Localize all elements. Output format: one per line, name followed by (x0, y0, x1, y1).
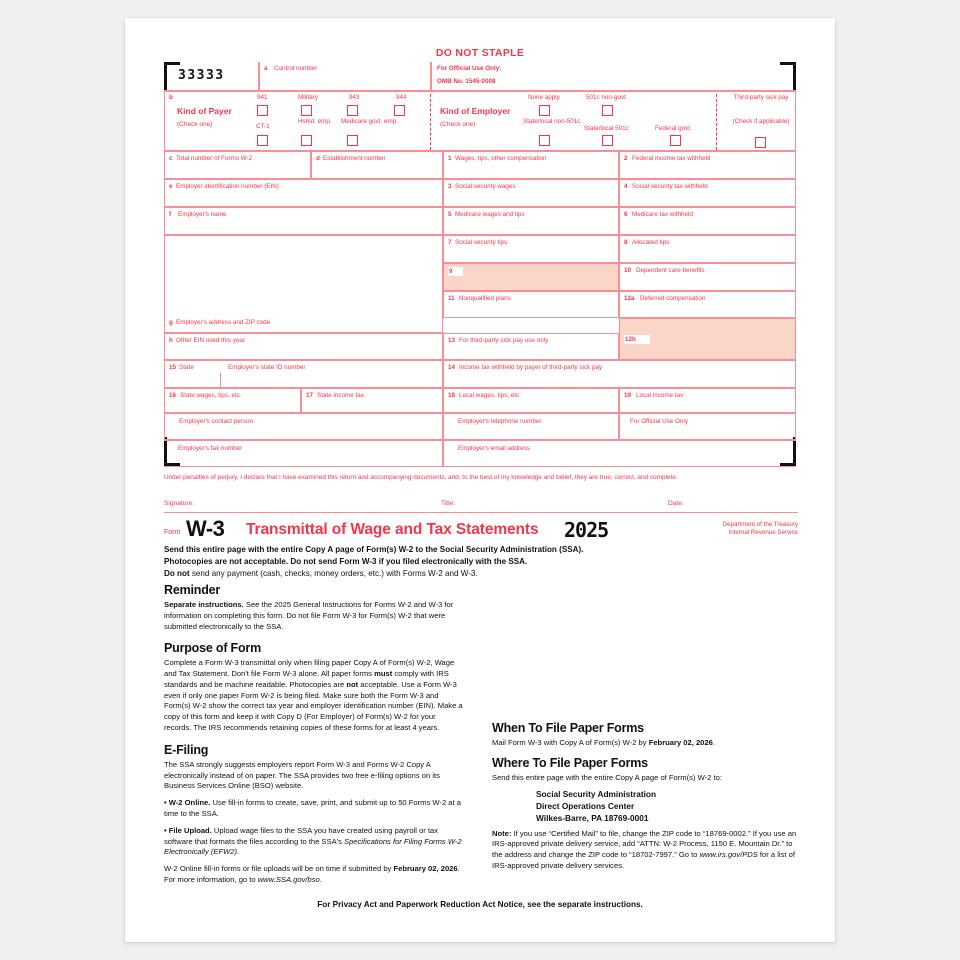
box-9-shaded (443, 263, 619, 291)
payer-employer-divider (430, 94, 431, 150)
box-h-number: h (169, 337, 173, 344)
box-12a-label: Deferred compensation (640, 295, 706, 302)
box-5-label: Medicare wages and tips (455, 211, 525, 218)
box-e-number: e (169, 183, 173, 190)
box-f-employer-name[interactable] (164, 207, 443, 235)
when-to-file-end: . (712, 738, 715, 747)
where-to-file-intro: Send this entire page with the entire Copy A page of Form(s) W-2 to: (492, 772, 722, 782)
box-15-label: State (179, 364, 194, 371)
kind-of-employer-title: Kind of Employer (440, 106, 511, 116)
box-e-label: Employer identification number (EIN) (176, 183, 279, 190)
box-f-label: Employer's name (178, 211, 227, 218)
box-19-label: Local income tax (636, 392, 684, 399)
payer-label-medicare-govt-emp: Medicare govt. emp. (341, 118, 399, 125)
tax-year: 2025 (564, 518, 609, 542)
note-bold-label: Note: (492, 828, 512, 838)
box-6-medicare-tax[interactable] (619, 207, 796, 235)
box-19-number: 19 (624, 392, 632, 399)
employer-checkbox-state-local-non-501c[interactable] (539, 135, 550, 146)
efiling-bullet1 (164, 798, 464, 820)
box-9-number: 9 (448, 267, 463, 276)
box-1-label: Wages, tips, other compensation (455, 155, 547, 162)
efiling-p2b: . For more information, go to (164, 864, 460, 884)
third-party-sick-pay-checkbox[interactable] (755, 137, 766, 148)
third-party-sick-pay-title: Third-party sick pay (733, 94, 789, 101)
box-7-number: 7 (448, 239, 452, 246)
when-to-file-text: Mail Form W-3 with Copy A of Form(s) W-2 by (492, 738, 649, 747)
right-instruction-column (492, 721, 798, 878)
for-official-use-only-box (619, 413, 796, 440)
employer-checkbox-state-local-501c[interactable] (602, 135, 613, 146)
when-to-file-body (492, 738, 798, 749)
box-11-label: Nonqualified plans (459, 295, 511, 302)
box-13-label: For third-party sick pay use only (459, 337, 549, 344)
employer-label-501c-non-govt: 501c non-govt. (586, 94, 628, 101)
box-d-label: Establishment number (323, 155, 386, 162)
privacy-act-notice: For Privacy Act and Paperwork Reduction Act Notice, see the separate instructions. (317, 900, 643, 909)
box-10-dependent-care[interactable] (619, 263, 796, 291)
purpose-p1c: comply with IRS standards and be machine readable. Photocopies are (164, 669, 449, 689)
box-16-state-wages[interactable] (164, 388, 301, 413)
payer-label-943: 943 (349, 94, 360, 101)
kind-of-payer-subtitle: (Check one) (177, 121, 213, 128)
box-11-number: 11 (448, 295, 455, 302)
box-18-number: 18 (448, 392, 456, 399)
box-3-social-security-wages[interactable] (443, 179, 619, 207)
box-3-label: Social security wages (455, 183, 516, 190)
form-title-band (164, 518, 798, 544)
employer-fax-box[interactable] (164, 440, 443, 466)
box-h-label: Other EIN used this year (176, 337, 245, 344)
payer-checkbox-944[interactable] (394, 105, 405, 116)
box-1-wages-tips[interactable] (443, 151, 619, 179)
official-use-box (431, 62, 796, 91)
purpose-heading: Purpose of Form (164, 641, 262, 656)
purpose-p1e: acceptable. Use a Form W-3 even if only one paper Form W-2 is being filed. Make sure both the Form W-3 and Form(s) W-2 show the correct tax year and employer identification number (EIN). Make a copy of this form and keep it with Copy D (For Employer) of Form(s) W-2 for your records. The IRS recommends retaining copies of these forms for at least 4 years. (164, 679, 463, 733)
note-text: If you use “Certified Mail” to file, change the ZIP code to “18769-0002.” If you use an IRS-approved private delivery service, add “ATTN: W-2 Process, 1150 E. Mountain Dr.” to the address and change the ZIP code to “18702-7997.” Go to (492, 828, 797, 860)
where-to-file-heading: Where To File Paper Forms (492, 755, 648, 770)
form-number: W-3 (186, 516, 225, 541)
employer-thirdparty-divider (716, 94, 717, 150)
box-g-employer-address[interactable] (164, 318, 443, 333)
efiling-bullet2-bold: • File Upload. (164, 825, 212, 835)
efiling-bullet2 (164, 826, 464, 858)
employer-checkbox-501c-non-govt[interactable] (602, 105, 613, 116)
box-f-name-continuation[interactable] (164, 235, 443, 318)
irs-pds-url[interactable]: www.irs.gov/PDS (699, 850, 758, 860)
when-to-file-heading: When To File Paper Forms (492, 721, 644, 735)
box-c-label: Total number of Forms W-2 (176, 155, 253, 162)
payer-checkbox-941[interactable] (257, 105, 268, 116)
form-title: Transmittal of Wage and Tax Statements (246, 521, 539, 538)
address-line2: Direct Operations Center (536, 800, 635, 811)
employer-label-none-apply: None apply (528, 94, 560, 101)
kind-of-payer-employer-row (164, 91, 796, 151)
payer-checkbox-medicare-govt-emp[interactable] (347, 135, 358, 146)
box-14-number: 14 (448, 364, 456, 371)
box-12b-shaded (619, 318, 796, 360)
left-instruction-column (164, 583, 464, 892)
signature-divider-line (164, 512, 798, 513)
efiling-bullet1-bold: • W-2 Online. (164, 798, 211, 808)
lead-line3-rest: send any payment (cash, checks, money orders, etc.) with Forms W-2 and W-3. (189, 569, 478, 579)
box-8-number: 8 (624, 239, 628, 246)
efiling-bullet2-rest: Upload wage files to the SSA you have created using payroll or tax software that formats the files according to the SSA's (164, 825, 439, 846)
payer-label-ct1: CT-1 (256, 123, 270, 130)
employer-checkbox-federal-govt[interactable] (670, 135, 681, 146)
box-2-number: 2 (624, 155, 628, 162)
box-12a-deferred-compensation[interactable] (619, 291, 796, 318)
box-5-medicare-wages[interactable] (443, 207, 619, 235)
purpose-must: must (374, 669, 393, 679)
reminder-body-text: See the 2025 General Instructions for Forms W-2 and W-3 for information on completing this form. Do not file Form W-3 for Form(s) W-2 that were submitted electronically to the SSA. (164, 600, 454, 631)
do-not-staple-notice: DO NOT STAPLE (435, 47, 525, 59)
box-15-employer-state-id-label: Employer's state ID number (228, 364, 306, 371)
box-18-label: Local wages, tips, etc. (459, 392, 521, 399)
box-f-number: f (169, 211, 172, 218)
box-2-label: Federal income tax withheld (632, 155, 711, 162)
lead-line1: Send this entire page with the entire Copy A page of Form(s) W-2 to the Social Security Administration (SSA). (164, 545, 584, 554)
w3-form-grid (164, 62, 796, 466)
box-13-number: 13 (448, 337, 456, 344)
note-end: for a list of IRS-approved private delivery services. (492, 850, 795, 870)
efiling-p1: The SSA strongly suggests employers report Form W-3 and Forms W-2 Copy A electronically instead of on paper. The SSA provides two free e-filing options on its Business Services Online (BSO) website. (164, 759, 440, 791)
payer-label-944: 944 (396, 94, 407, 101)
date-label: Date: (668, 500, 684, 507)
when-to-file-date: February 02, 2026 (648, 738, 713, 747)
lead-line3 (164, 568, 724, 580)
employer-email-label: Employer's email address (458, 445, 530, 452)
box-4-social-security-tax[interactable] (619, 179, 796, 207)
box-12b-number: 12b (624, 335, 650, 344)
third-party-sick-pay-subtitle: (Check if applicable) (732, 118, 790, 125)
box-17-label: State income tax (317, 392, 364, 399)
box-d-number: d (316, 155, 320, 162)
form-page (125, 18, 835, 942)
box-d-establishment-number[interactable] (311, 151, 443, 179)
where-to-file-note (492, 829, 798, 872)
box-16-number: 16 (169, 392, 177, 399)
box-15-state[interactable] (164, 360, 443, 388)
efiling-bso-url[interactable]: www.SSA.gov/bso (257, 874, 320, 884)
omb-number: OMB No. 1545-0008 (437, 78, 496, 85)
box-g-label: Employer's address and ZIP code (176, 319, 271, 326)
efiling-p2 (164, 864, 464, 886)
box-3-number: 3 (448, 183, 452, 190)
control-number-letter: a (264, 65, 268, 72)
efiling-p2-date: February 02, 2026 (393, 864, 458, 874)
box-2-federal-income-tax[interactable] (619, 151, 796, 179)
payer-checkbox-military[interactable] (301, 105, 312, 116)
box-16-label: State wages, tips, etc. (180, 392, 242, 399)
purpose-body (164, 658, 464, 733)
signature-label: Signature: (164, 500, 195, 507)
form-word-label: Form (164, 529, 181, 536)
control-number-value-box[interactable] (164, 62, 259, 91)
efiling-p2a: W-2 Online fill-in forms or file uploads will be on time if submitted by (164, 864, 394, 874)
payer-label-military: Military (298, 94, 318, 101)
reminder-lead-bold: Separate instructions. (164, 600, 244, 609)
kind-of-employer-subtitle: (Check one) (440, 121, 476, 128)
control-number-value: 33333 (178, 68, 225, 83)
ssa-mailing-address (536, 788, 798, 824)
kind-of-payer-letter: b (169, 94, 173, 101)
employer-telephone-label: Employer's telephone number (458, 418, 542, 425)
box-18-local-wages[interactable] (443, 388, 619, 413)
payer-checkbox-hshld-emp[interactable] (301, 135, 312, 146)
payer-label-hshld-emp: Hshld. emp. (298, 118, 332, 125)
box-5-number: 5 (448, 211, 452, 218)
efiling-heading: E-Filing (164, 742, 209, 757)
box-h-other-ein[interactable] (164, 333, 443, 360)
employer-contact-person-label: Employer's contact person (179, 418, 254, 425)
control-number-label: Control number (274, 65, 318, 72)
dept-line1: Department of the Treasury (722, 521, 798, 528)
box-12a-number: 12a (624, 295, 635, 302)
payer-checkbox-943[interactable] (347, 105, 358, 116)
box-4-number: 4 (624, 183, 628, 190)
box-6-number: 6 (624, 211, 628, 218)
box-10-number: 10 (624, 267, 632, 274)
lead-line3-bold: Do not (164, 569, 190, 579)
efiling-p2-end: . (319, 874, 322, 884)
employer-label-state-local-non-501c: State/local non-501c (523, 118, 581, 125)
for-official-use-only-label: For Official Use Only (630, 418, 688, 425)
efiling-bullet1-rest: Use fill-in forms to create, save, print, and submit up to 50 Forms W-2 at a time to the SSA. (164, 798, 461, 818)
employer-telephone-box[interactable] (443, 413, 619, 440)
box-15-number: 15 (169, 364, 177, 371)
employer-label-state-local-501c: State/local 501c (584, 125, 629, 132)
title-label: Title: (441, 500, 456, 507)
box-19-local-income-tax[interactable] (619, 388, 796, 413)
employer-label-federal-govt: Federal govt. (655, 125, 692, 132)
box-1-number: 1 (448, 155, 452, 162)
box-17-number: 17 (306, 392, 314, 399)
employer-contact-person-box[interactable] (164, 413, 443, 440)
box-7-social-security-tips[interactable] (443, 235, 619, 263)
address-line1: Social Security Administration (536, 788, 657, 799)
employer-fax-label: Employer's fax number (178, 445, 243, 452)
box-10-label: Dependent care benefits (636, 267, 705, 274)
efiling-bullet2-italic: Specifications for Filing Forms W-2 Electronically (EFW2) (164, 836, 462, 857)
box-14-income-tax-withheld[interactable] (443, 360, 796, 388)
official-use-line1: For Official Use Only: (437, 65, 502, 72)
box-c-number: c (169, 155, 173, 162)
dept-line2: Internal Revenue Service (728, 529, 798, 537)
lead-line2: Photocopies are not acceptable. Do not send Form W-3 if you filed electronically with the SSA. (164, 557, 528, 567)
box-8-label: Allocated tips (632, 239, 670, 246)
address-line3: Wilkes-Barre, PA 18769-0001 (536, 812, 649, 823)
box-15-divider (220, 373, 221, 389)
kind-of-payer-title: Kind of Payer (177, 106, 232, 116)
control-number-field[interactable] (259, 62, 431, 91)
payer-label-941: 941 (257, 94, 268, 101)
box-17-state-income-tax[interactable] (301, 388, 443, 413)
employer-email-box[interactable] (443, 440, 796, 466)
box-e-ein[interactable] (164, 179, 443, 207)
box-g-number: g (169, 319, 173, 326)
form-lead-instructions (164, 544, 724, 580)
purpose-not: not (346, 679, 359, 689)
box-14-label: Income tax withheld by payer of third-party sick pay (459, 364, 603, 371)
perjury-statement: Under penalties of perjury, I declare that I have examined this return and accompanying documents, and, to the best of my knowledge and belief, they are true, correct, and complete. (164, 474, 678, 481)
box-4-label: Social security tax withheld (632, 183, 708, 190)
box-13-third-party-sick-pay[interactable] (443, 333, 619, 360)
purpose-p1a: Complete a Form W-3 transmittal only when filing paper Copy A of Form(s) W-2, Wage and Tax Statement. Don't file Form W-3 alone. All paper forms (164, 658, 455, 679)
box-11-nonqualified-plans[interactable] (443, 291, 619, 318)
box-8-allocated-tips[interactable] (619, 235, 796, 263)
box-c-total-forms-w2[interactable] (164, 151, 311, 179)
box-6-label: Medicare tax withheld (632, 211, 693, 218)
employer-checkbox-none-apply[interactable] (539, 105, 550, 116)
payer-checkbox-ct1[interactable] (257, 135, 268, 146)
form-bottom-border (164, 466, 796, 467)
reminder-heading: Reminder (164, 583, 221, 597)
reminder-body (164, 600, 464, 632)
box-7-label: Social security tips (455, 239, 508, 246)
department-label (723, 521, 798, 538)
efiling-bullet2-end: . (237, 847, 240, 857)
